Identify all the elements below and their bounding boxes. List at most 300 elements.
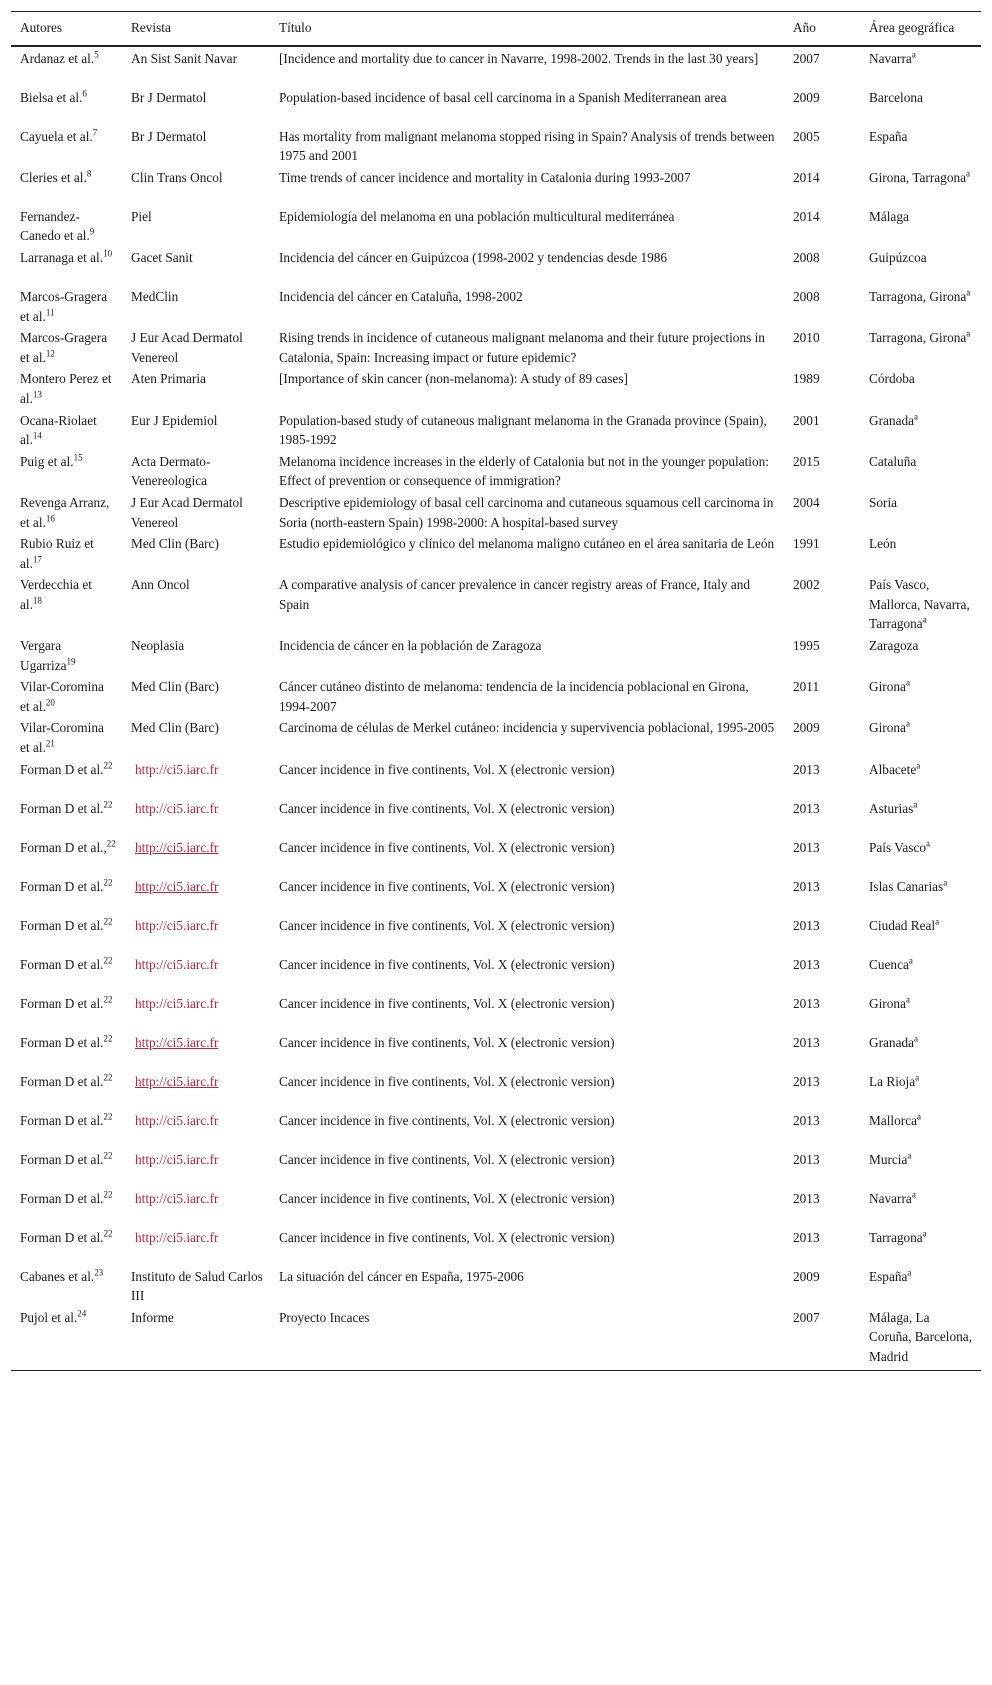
- table-row: [11, 166, 981, 205]
- cell-area: [860, 46, 981, 86]
- cell-title: Cancer incidence in five continents, Vol. X (electronic version): [279, 1151, 615, 1167]
- cell-title: Cancer incidence in five continents, Vol. X (electronic version): [279, 995, 615, 1011]
- reference-number: 22: [106, 838, 116, 849]
- reference-number: 22: [103, 1111, 113, 1122]
- cell-author: [11, 836, 122, 875]
- footnote-mark: a: [905, 994, 910, 1005]
- table-row: [11, 1070, 981, 1109]
- cell-area: [860, 285, 981, 326]
- table-row: [11, 326, 981, 367]
- author-text: Forman D et al.,: [20, 839, 107, 855]
- footnote-mark: a: [914, 411, 919, 422]
- reference-number: 17: [32, 554, 42, 565]
- cell-title: Incidencia de cáncer en la población de Zaragoza: [279, 638, 542, 654]
- table-row: [11, 46, 981, 86]
- cell-area: [860, 634, 981, 675]
- cell-author: [11, 1226, 122, 1265]
- cell-area: [860, 86, 981, 125]
- cell-area: [860, 992, 981, 1031]
- cell-title: Cancer incidence in five continents, Vol. X (electronic version): [279, 956, 615, 972]
- reference-number: 16: [45, 513, 55, 524]
- cell-area: [860, 367, 981, 408]
- cell-area: [860, 125, 981, 166]
- table-row: [11, 1226, 981, 1265]
- author-text: Forman D et al.: [20, 761, 104, 777]
- table-row: [11, 797, 981, 836]
- source-link[interactable]: http://ci5.iarc.fr: [135, 917, 219, 933]
- cell-year: 2007: [793, 50, 820, 66]
- table-row: [11, 1148, 981, 1187]
- reference-number: 22: [103, 1072, 113, 1083]
- table-row: [11, 1109, 981, 1148]
- author-text: Marcos-Gragera et al.: [20, 288, 108, 324]
- cell-author: [11, 86, 122, 125]
- cell-source-link: [122, 1109, 270, 1148]
- header-revista: Revista: [122, 12, 270, 46]
- table-row: [11, 491, 981, 532]
- cell-year: 2002: [793, 577, 820, 593]
- cell-author: [11, 166, 122, 205]
- cell-year: 2004: [793, 494, 820, 510]
- cell-year: 2005: [793, 128, 820, 144]
- table-row: [11, 285, 981, 326]
- cell-journal: Neoplasia: [131, 638, 185, 654]
- author-text: Vilar-Coromina et al.: [20, 679, 104, 714]
- cell-author: [11, 367, 122, 408]
- author-text: Montero Perez et al.: [20, 371, 112, 406]
- area-text: Tarragona, Girona: [869, 330, 967, 346]
- footnote-mark: a: [915, 1072, 920, 1083]
- area-text: Asturias: [869, 800, 914, 816]
- cell-area: [860, 1187, 981, 1226]
- reference-number: 11: [45, 307, 55, 318]
- footnote-mark: a: [916, 760, 921, 771]
- cell-journal: Ann Oncol: [131, 577, 190, 593]
- cell-journal: J Eur Acad Dermatol Venereol: [131, 494, 243, 530]
- cell-area: [860, 1265, 981, 1306]
- reference-number: 19: [66, 656, 76, 667]
- area-text: Barcelona: [869, 89, 923, 105]
- footnote-mark: a: [943, 877, 948, 888]
- cell-author: [11, 125, 122, 166]
- author-text: Forman D et al.: [20, 1151, 104, 1167]
- reference-number: 22: [103, 799, 113, 810]
- cell-journal: An Sist Sanit Navar: [131, 50, 237, 66]
- author-text: Forman D et al.: [20, 1073, 104, 1089]
- cell-year: 2009: [793, 720, 820, 736]
- cell-area: [860, 1226, 981, 1265]
- cell-year: 2007: [784, 1306, 860, 1370]
- cell-author: [11, 46, 122, 86]
- source-link[interactable]: http://ci5.iarc.fr: [135, 800, 219, 816]
- header-titulo: Título: [270, 12, 784, 46]
- cell-author: [11, 285, 122, 326]
- table-row: [11, 125, 981, 166]
- author-text: Ardanaz et al.: [20, 50, 95, 66]
- reference-number: 23: [94, 1267, 104, 1278]
- area-text: Mallorca: [869, 1112, 917, 1128]
- source-link[interactable]: http://ci5.iarc.fr: [135, 1190, 219, 1206]
- cell-year: 2013: [793, 1151, 820, 1167]
- reference-number: 15: [73, 452, 83, 463]
- cell-year: 1991: [793, 536, 820, 552]
- cell-author: [11, 634, 122, 675]
- cell-author: [11, 450, 122, 491]
- cell-area: [860, 532, 981, 573]
- cell-year: 2013: [793, 761, 820, 777]
- cell-title: Has mortality from malignant melanoma stopped rising in Spain? Analysis of trends between 1975 and 2001: [279, 128, 775, 164]
- cell-source-link: [122, 836, 270, 875]
- author-text: Bielsa et al.: [20, 89, 83, 105]
- reference-number: 9: [89, 226, 95, 237]
- cell-source-link: [122, 875, 270, 914]
- area-text: Zaragoza: [869, 638, 919, 654]
- cell-title: Cancer incidence in five continents, Vol. X (electronic version): [279, 878, 615, 894]
- cell-year: 2015: [793, 453, 820, 469]
- cell-year: 2014: [793, 208, 820, 224]
- area-text: País Vasco: [869, 839, 927, 855]
- cell-year: 2008: [793, 288, 820, 304]
- author-text: Forman D et al.: [20, 995, 104, 1011]
- table-row: [11, 634, 981, 675]
- cell-author: [11, 875, 122, 914]
- cell-year: 2013: [793, 1190, 820, 1206]
- cell-area: [860, 409, 981, 450]
- header-row: [11, 12, 981, 46]
- footnote-mark: a: [922, 1228, 927, 1239]
- area-text: Girona: [869, 720, 906, 736]
- table-row: [11, 1187, 981, 1226]
- footnote-mark: a: [917, 1111, 921, 1122]
- cell-title: Carcinoma de células de Merkel cutáneo: incidencia y supervivencia poblacional, 1995-2005: [279, 720, 775, 736]
- area-text: Granada: [869, 1034, 915, 1050]
- cell-title: Melanoma incidence increases in the elderly of Catalonia but not in the younger population: Effect of prevention or consequence of immigration?: [279, 453, 769, 489]
- cell-year: 2013: [793, 1112, 820, 1128]
- table-row: [11, 1306, 981, 1370]
- table-row: [11, 758, 981, 797]
- area-text: España: [869, 128, 908, 144]
- cell-area: [860, 914, 981, 953]
- cell-area: [860, 1070, 981, 1109]
- cell-author: [11, 1148, 122, 1187]
- cell-journal: Aten Primaria: [131, 371, 206, 387]
- table-body: [11, 46, 981, 1371]
- cell-year: 2013: [793, 917, 820, 933]
- table-row: [11, 992, 981, 1031]
- cell-year: 2008: [793, 249, 820, 265]
- cell-author: [11, 1265, 122, 1306]
- cell-area: [860, 1148, 981, 1187]
- cell-year: 2013: [793, 878, 820, 894]
- author-text: Larranaga et al.: [20, 249, 104, 265]
- cell-source-link: [122, 914, 270, 953]
- area-text: Navarra: [869, 50, 912, 66]
- cell-year: 2013: [793, 995, 820, 1011]
- header-area: Área geográfica: [860, 12, 981, 46]
- cell-title: Cancer incidence in five continents, Vol. X (electronic version): [279, 800, 615, 816]
- area-text: Soria: [869, 494, 898, 510]
- reference-number: 22: [103, 1228, 113, 1239]
- reference-number: 13: [32, 389, 42, 400]
- source-link[interactable]: http://ci5.iarc.fr: [135, 1151, 219, 1167]
- area-text: La Rioja: [869, 1073, 916, 1089]
- author-text: Forman D et al.: [20, 1034, 104, 1050]
- cell-area: [860, 326, 981, 367]
- source-link[interactable]: http://ci5.iarc.fr: [135, 956, 219, 972]
- author-text: Rubio Ruiz et al.: [20, 536, 94, 571]
- cell-area: [860, 716, 981, 757]
- footnote-mark: a: [926, 838, 931, 849]
- cell-journal: Med Clin (Barc): [131, 536, 219, 552]
- cell-area: [860, 205, 981, 246]
- cell-journal: Instituto de Salud Carlos III: [131, 1268, 263, 1304]
- cell-author: [11, 532, 122, 573]
- cell-title: Cancer incidence in five continents, Vol. X (electronic version): [279, 1190, 615, 1206]
- reference-number: 6: [82, 88, 87, 99]
- cell-area: [860, 1306, 981, 1370]
- cell-author: [11, 953, 122, 992]
- source-link[interactable]: http://ci5.iarc.fr: [135, 995, 219, 1011]
- cell-year: 2013: [793, 956, 820, 972]
- cell-author: [11, 716, 122, 757]
- cell-author: [11, 758, 122, 797]
- cell-title: Population-based study of cutaneous malignant melanoma in the Granada province (Spain), 1985-1992: [279, 412, 767, 448]
- source-link[interactable]: http://ci5.iarc.fr: [135, 878, 219, 894]
- cell-title: Cancer incidence in five continents, Vol. X (electronic version): [279, 839, 615, 855]
- cell-source-link: [122, 1148, 270, 1187]
- cell-author: [11, 1070, 122, 1109]
- cell-title: Cancer incidence in five continents, Vol. X (electronic version): [279, 1112, 615, 1128]
- table-row: [11, 532, 981, 573]
- table-row: [11, 675, 981, 716]
- author-text: Forman D et al.: [20, 878, 104, 894]
- source-link[interactable]: http://ci5.iarc.fr: [135, 1112, 219, 1128]
- area-text: Islas Canarias: [869, 878, 944, 894]
- cell-year: 2010: [793, 330, 820, 346]
- cell-year: 2014: [793, 169, 820, 185]
- cell-title: Descriptive epidemiology of basal cell carcinoma and cutaneous squamous cell carcinoma in Soria (north-eastern Spain) 1998-2000: A hospital-based survey: [279, 494, 774, 530]
- reference-number: 10: [103, 248, 113, 259]
- area-text: Cuenca: [869, 956, 909, 972]
- author-text: Forman D et al.: [20, 1229, 104, 1245]
- reference-number: 18: [32, 595, 42, 606]
- cell-area: [860, 836, 981, 875]
- area-text: País Vasco, Mallorca, Navarra, Tarragona: [869, 577, 970, 632]
- cell-title: Cancer incidence in five continents, Vol. X (electronic version): [279, 1034, 615, 1050]
- table-row: [11, 86, 981, 125]
- author-text: Revenga Arranz, et al.: [20, 494, 110, 530]
- reference-number: 20: [45, 697, 55, 708]
- cell-author: [11, 1187, 122, 1226]
- author-text: Forman D et al.: [20, 800, 104, 816]
- area-text: España: [869, 1268, 908, 1284]
- cell-author: [11, 914, 122, 953]
- cell-title: Cáncer cutáneo distinto de melanoma: tendencia de la incidencia poblacional en Girona, 1994-2007: [279, 679, 749, 714]
- author-text: Cayuela et al.: [20, 128, 93, 144]
- area-text: Málaga: [869, 208, 909, 224]
- header-ano: Año: [784, 12, 860, 46]
- cell-area: [860, 1031, 981, 1070]
- cell-title: Proyecto Incaces: [270, 1306, 784, 1370]
- cell-source-link: [122, 1070, 270, 1109]
- reference-number: 22: [103, 916, 113, 927]
- table-row: [11, 246, 981, 285]
- author-text: Vergara Ugarriza: [20, 638, 67, 673]
- author-text: Cleries et al.: [20, 169, 87, 185]
- area-text: Málaga, La Coruña, Barcelona, Madrid: [869, 1309, 973, 1364]
- author-text: Fernandez-Canedo et al.: [20, 208, 90, 244]
- cell-title: Epidemiología del melanoma en una población multicultural mediterránea: [279, 208, 675, 224]
- cell-journal: Eur J Epidemiol: [131, 412, 218, 428]
- cell-year: 2009: [793, 89, 820, 105]
- reference-number: 5: [94, 49, 99, 60]
- cell-year: 2013: [793, 800, 820, 816]
- area-text: León: [869, 536, 897, 552]
- cell-journal: Med Clin (Barc): [131, 720, 219, 736]
- source-link[interactable]: http://ci5.iarc.fr: [135, 1229, 219, 1245]
- author-text: Cabanes et al.: [20, 1268, 95, 1284]
- cell-author: [11, 573, 122, 634]
- cell-title: Cancer incidence in five continents, Vol. X (electronic version): [279, 1073, 615, 1089]
- table-row: [11, 836, 981, 875]
- cell-title: Time trends of cancer incidence and mortality in Catalonia during 1993-2007: [279, 169, 691, 185]
- footnote-mark: a: [905, 677, 910, 688]
- cell-author: [11, 1306, 122, 1370]
- footnote-mark: a: [907, 1150, 912, 1161]
- author-text: Forman D et al.: [20, 956, 104, 972]
- author-text: Verdecchia et al.: [20, 577, 92, 612]
- cell-author: [11, 1109, 122, 1148]
- footnote-mark: a: [911, 49, 916, 60]
- cell-title: Cancer incidence in five continents, Vol. X (electronic version): [279, 917, 615, 933]
- reference-number: 22: [103, 760, 113, 771]
- cell-title: Estudio epidemiológico y clínico del melanoma maligno cutáneo en el área sanitaria de León: [279, 536, 775, 552]
- table-row: [11, 573, 981, 634]
- cell-title: Incidencia del cáncer en Cataluña, 1998-2002: [279, 288, 523, 304]
- cell-year: 2001: [793, 412, 820, 428]
- cell-source-link: [122, 1031, 270, 1070]
- source-link[interactable]: http://ci5.iarc.fr: [135, 1034, 219, 1050]
- header-autores: Autores: [11, 12, 122, 46]
- author-text: Puig et al.: [20, 453, 74, 469]
- footnote-mark: a: [966, 168, 971, 179]
- area-text: Ciudad Real: [869, 917, 936, 933]
- area-text: Girona: [869, 995, 906, 1011]
- cell-year: 2013: [793, 1034, 820, 1050]
- reference-number: 14: [32, 430, 42, 441]
- cell-source-link: [122, 992, 270, 1031]
- area-text: Girona, Tarragona: [869, 169, 967, 185]
- cell-author: [11, 797, 122, 836]
- cell-author: [11, 326, 122, 367]
- area-text: Girona: [869, 679, 906, 695]
- author-text: Marcos-Gragera et al.: [20, 330, 108, 365]
- cell-journal: Informe: [122, 1306, 270, 1370]
- cell-area: [860, 758, 981, 797]
- table-row: [11, 409, 981, 450]
- cell-journal: Piel: [131, 208, 152, 224]
- cell-title: Incidencia del cáncer en Guipúzcoa (1998-2002 y tendencias desde 1986: [279, 249, 668, 265]
- cell-area: [860, 875, 981, 914]
- footnote-mark: a: [905, 719, 910, 730]
- cell-area: [860, 450, 981, 491]
- footnote-mark: a: [911, 1189, 916, 1200]
- cell-source-link: [122, 953, 270, 992]
- area-text: Córdoba: [869, 371, 915, 387]
- area-text: Tarragona: [869, 1229, 923, 1245]
- table-row: [11, 1031, 981, 1070]
- cell-author: [11, 675, 122, 716]
- table-row: [11, 450, 981, 491]
- cell-title: [Importance of skin cancer (non-melanoma): A study of 89 cases]: [279, 371, 628, 387]
- cell-area: [860, 953, 981, 992]
- reference-number: 8: [86, 168, 92, 179]
- cell-source-link: [122, 1226, 270, 1265]
- cell-area: [860, 491, 981, 532]
- cell-author: [11, 1031, 122, 1070]
- cell-journal: Acta Dermato-Venereologica: [131, 453, 211, 489]
- cell-journal: J Eur Acad Dermatol Venereol: [131, 330, 243, 365]
- cell-area: [860, 675, 981, 716]
- cell-year: 1989: [793, 371, 820, 387]
- cell-title: Cancer incidence in five continents, Vol. X (electronic version): [279, 761, 615, 777]
- cell-title: [Incidence and mortality due to cancer in Navarre, 1998-2002. Trends in the last 30 years]: [279, 50, 759, 66]
- footnote-mark: a: [935, 916, 940, 927]
- cell-title: Population-based incidence of basal cell carcinoma in a Spanish Mediterranean area: [279, 89, 727, 105]
- cell-title: A comparative analysis of cancer prevalence in cancer registry areas of France, Italy and Spain: [279, 577, 751, 612]
- cell-author: [11, 246, 122, 285]
- cell-year: 2013: [793, 1229, 820, 1245]
- author-text: Ocana-Riolaet al.: [20, 412, 97, 448]
- table-row: [11, 367, 981, 408]
- cell-title: Rising trends in incidence of cutaneous malignant melanoma and their future projections in Catalonia, Spain: Increasing impact or future epidemic?: [279, 330, 765, 365]
- area-text: Navarra: [869, 1190, 912, 1206]
- author-text: Pujol et al.: [20, 1309, 78, 1325]
- source-link[interactable]: http://ci5.iarc.fr: [135, 761, 219, 777]
- author-text: Vilar-Coromina et al.: [20, 720, 104, 756]
- cell-journal: MedClin: [131, 288, 179, 304]
- table-row: [11, 205, 981, 246]
- cell-year: 2013: [793, 1073, 820, 1089]
- cell-journal: Med Clin (Barc): [131, 679, 219, 695]
- table-row: [11, 914, 981, 953]
- cell-author: [11, 992, 122, 1031]
- source-link[interactable]: http://ci5.iarc.fr: [135, 839, 219, 855]
- reference-number: 7: [92, 127, 98, 138]
- footnote-mark: a: [966, 287, 971, 298]
- area-text: Tarragona, Girona: [869, 288, 967, 304]
- cell-source-link: [122, 758, 270, 797]
- cell-journal: Br J Dermatol: [131, 128, 207, 144]
- footnote-mark: a: [966, 328, 971, 339]
- reference-number: 22: [103, 1150, 113, 1161]
- reference-number: 22: [103, 1189, 113, 1200]
- source-link[interactable]: http://ci5.iarc.fr: [135, 1073, 219, 1089]
- cell-year: 1995: [793, 638, 820, 654]
- reference-number: 21: [45, 738, 55, 749]
- footnote-mark: a: [922, 615, 927, 626]
- table-row: [11, 875, 981, 914]
- cell-journal: Clin Trans Oncol: [131, 169, 223, 185]
- cell-year: 2009: [793, 1268, 820, 1284]
- cell-year: 2011: [793, 679, 820, 695]
- footnote-mark: a: [907, 1267, 912, 1278]
- cell-area: [860, 1109, 981, 1148]
- author-text: Forman D et al.: [20, 917, 104, 933]
- reference-number: 22: [103, 955, 113, 966]
- area-text: Murcia: [869, 1151, 908, 1167]
- footnote-mark: a: [913, 799, 918, 810]
